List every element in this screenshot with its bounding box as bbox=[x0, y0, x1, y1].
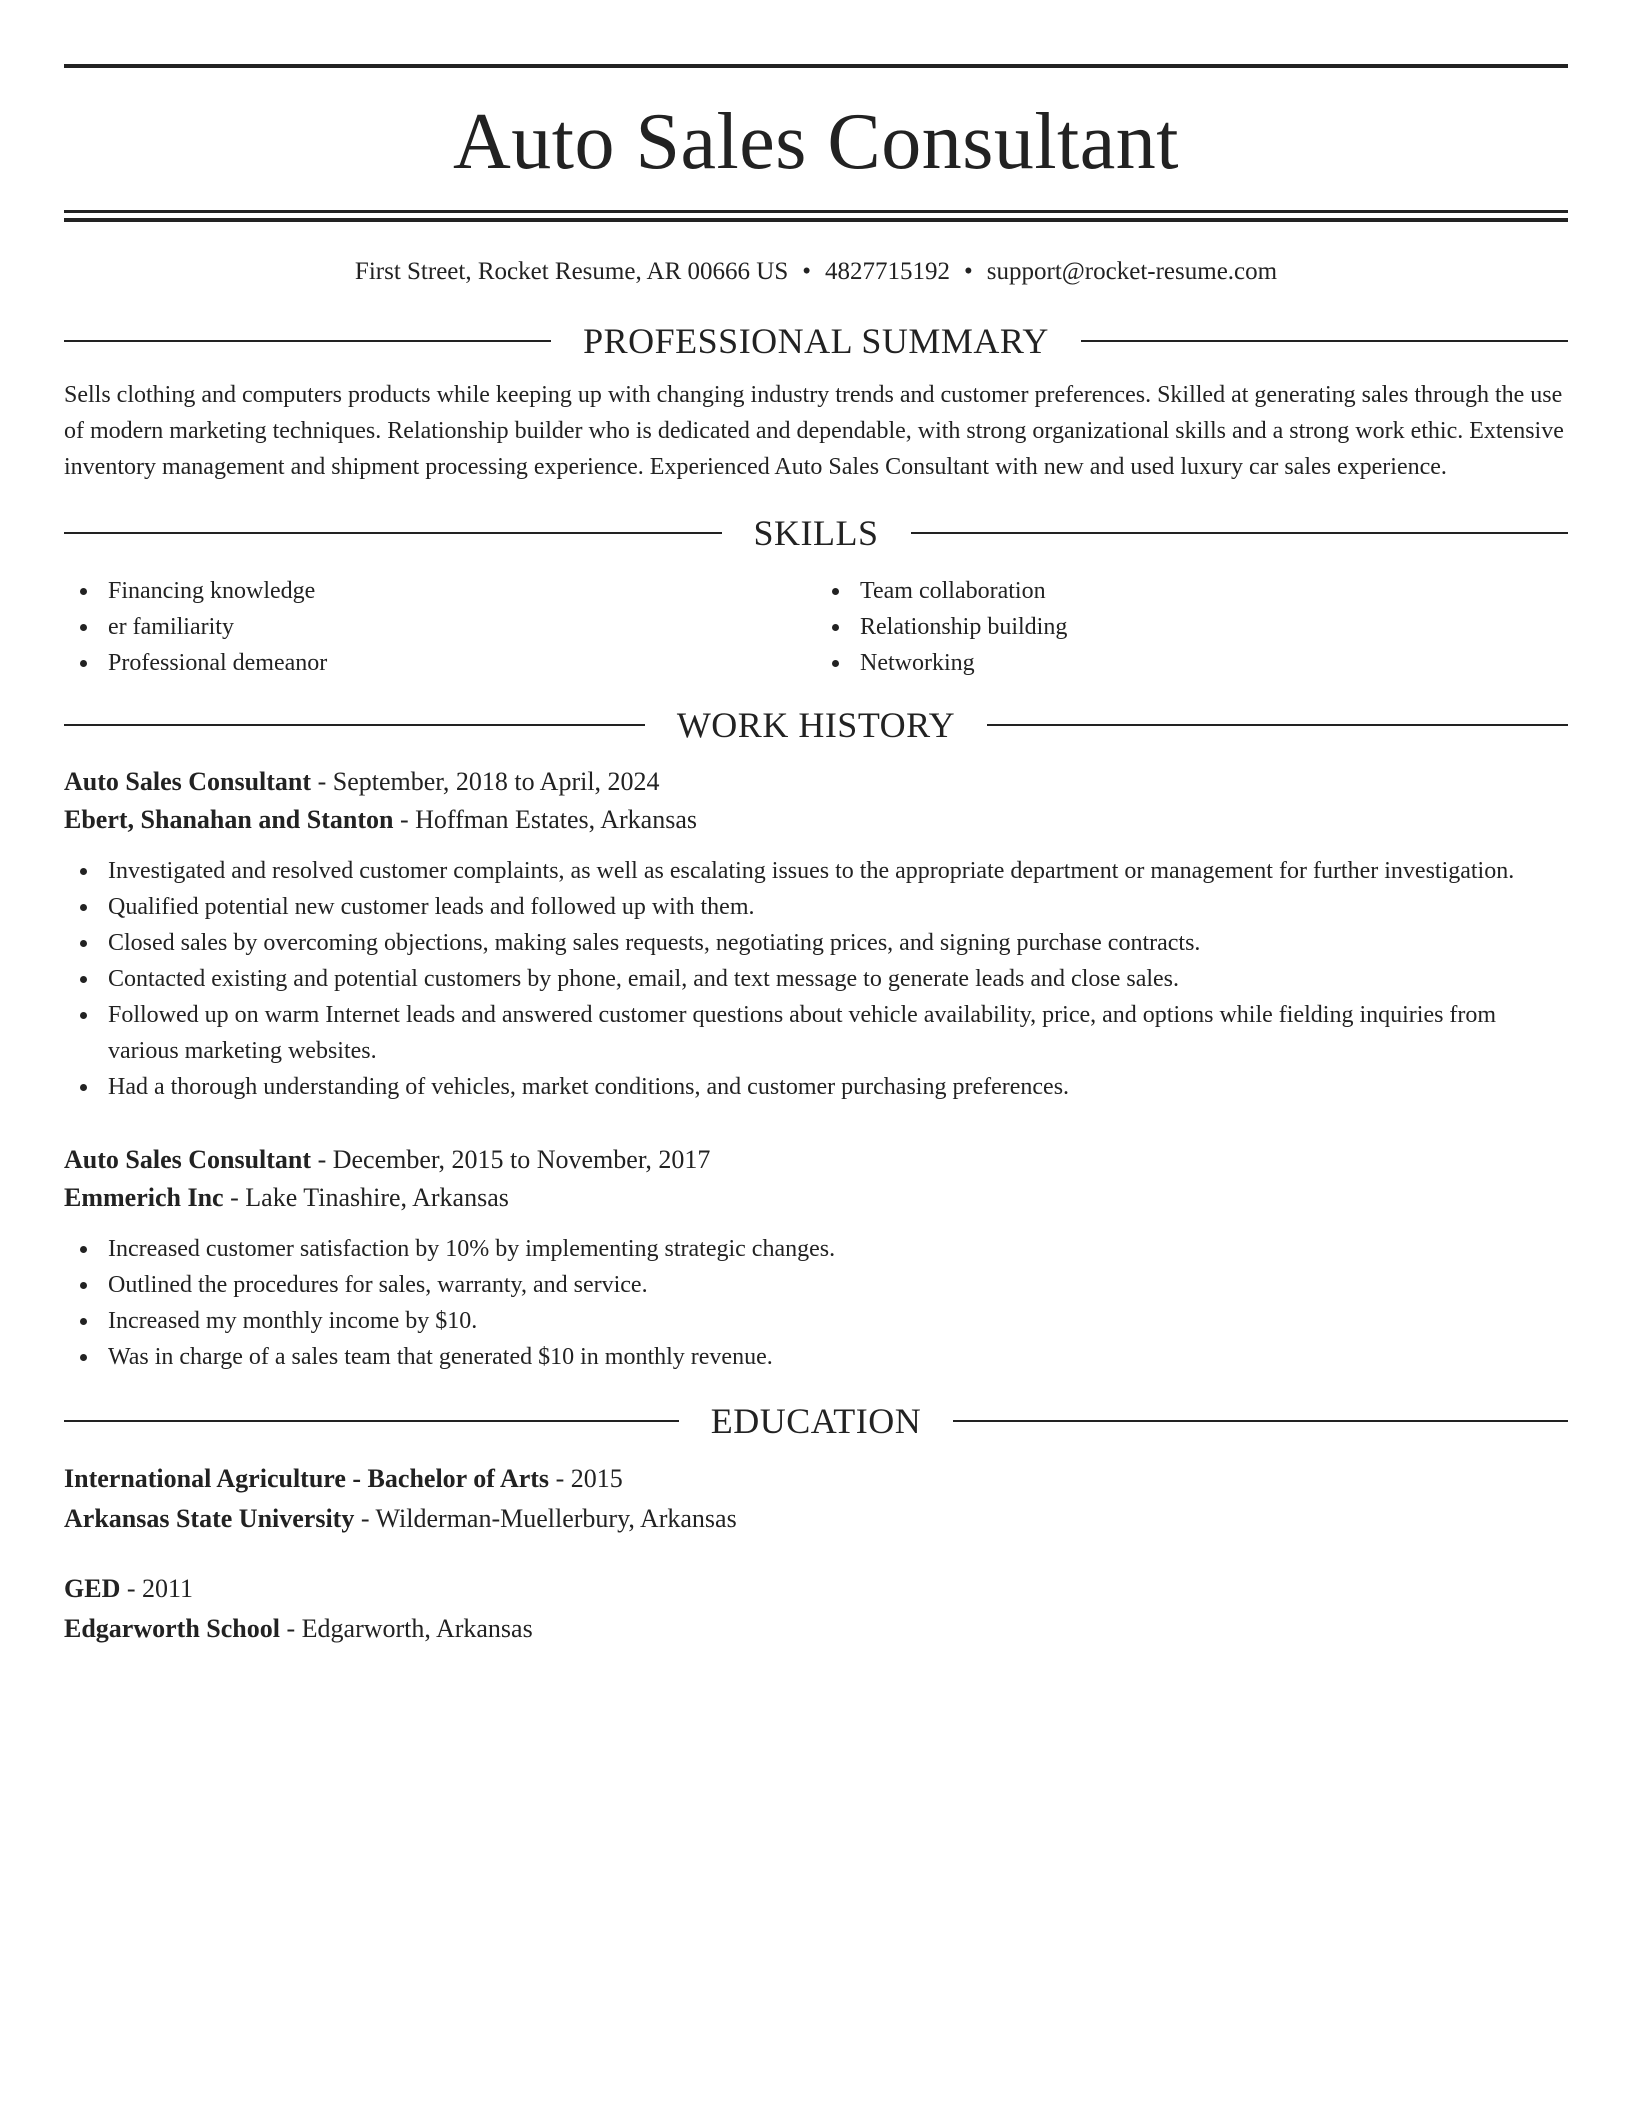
education-degree: International Agriculture - Bachelor of Arts bbox=[64, 1464, 550, 1493]
job-title-line: Auto Sales Consultant - December, 2015 to November, 2017 bbox=[64, 1145, 711, 1174]
education-location: Edgarworth, Arkansas bbox=[301, 1614, 533, 1643]
job-bullets bbox=[64, 1231, 1568, 1375]
education-school-line: Edgarworth School - Edgarworth, Arkansas bbox=[64, 1614, 533, 1643]
education-degree: GED bbox=[64, 1574, 121, 1603]
job-title: Auto Sales Consultant bbox=[64, 1145, 312, 1174]
section-heading-education bbox=[64, 1401, 1568, 1441]
list-item: Contacted existing and potential customers by phone, email, and text message to generate leads and close sales. bbox=[64, 961, 1568, 997]
education-year: 2011 bbox=[142, 1574, 194, 1603]
section-title: PROFESSIONAL SUMMARY bbox=[583, 321, 1049, 361]
contact-separator: • bbox=[964, 258, 973, 285]
skill-item: Networking bbox=[816, 645, 1568, 681]
job-entry bbox=[64, 1141, 1568, 1375]
job-company-line: Emmerich Inc - Lake Tinashire, Arkansas bbox=[64, 1183, 509, 1212]
job-dates: September, 2018 to April, 2024 bbox=[332, 767, 660, 796]
skill-item: Financing knowledge bbox=[64, 573, 816, 609]
contact-line bbox=[64, 257, 1568, 287]
job-company: Ebert, Shanahan and Stanton bbox=[64, 805, 394, 834]
skill-item: Team collaboration bbox=[816, 573, 1568, 609]
skills-list bbox=[64, 573, 1568, 681]
section-heading-work bbox=[64, 705, 1568, 745]
title-double-rule bbox=[64, 210, 1568, 222]
education-location: Wilderman-Muellerbury, Arkansas bbox=[375, 1504, 737, 1533]
list-item: Followed up on warm Internet leads and answered customer questions about vehicle availability, price, and options while fielding inquiries from various marketing websites. bbox=[64, 997, 1568, 1069]
education-entry bbox=[64, 1569, 1568, 1649]
contact-separator: • bbox=[802, 258, 812, 285]
education-degree-line: International Agriculture - Bachelor of Arts - 2015 bbox=[64, 1464, 623, 1493]
section-heading-skills bbox=[64, 513, 1568, 553]
skills-column-left bbox=[64, 573, 816, 681]
education-degree-line: GED - 2011 bbox=[64, 1574, 194, 1603]
section-heading-summary bbox=[64, 321, 1568, 361]
list-item: Was in charge of a sales team that generated $10 in monthly revenue. bbox=[64, 1339, 1568, 1375]
education-year: 2015 bbox=[570, 1464, 623, 1493]
list-item: Investigated and resolved customer complaints, as well as escalating issues to the appropriate department or management for further investigation. bbox=[64, 853, 1568, 889]
job-location: Hoffman Estates, Arkansas bbox=[415, 805, 697, 834]
job-dates: December, 2015 to November, 2017 bbox=[332, 1145, 711, 1174]
skills-column-right bbox=[816, 573, 1568, 681]
job-title: Auto Sales Consultant bbox=[64, 767, 312, 796]
list-item: Increased my monthly income by $10. bbox=[64, 1303, 1568, 1339]
education-school: Edgarworth School bbox=[64, 1614, 280, 1643]
skill-item: er familiarity bbox=[64, 609, 816, 645]
summary-text: Sells clothing and computers products while keeping up with changing industry trends and customer preferences. Skilled at generating sales through the use of modern marketing techniques. Relationship builder who is dedicated and dependable, with strong organizational skills and a strong work ethic. Extensive inventory management and shipment processing experience. Experienced Auto Sales Consultant with new and used luxury car sales experience. bbox=[64, 382, 1564, 480]
contact-address: First Street, Rocket Resume, AR 00666 US bbox=[354, 258, 789, 285]
section-title: EDUCATION bbox=[710, 1401, 922, 1441]
skill-item: Relationship building bbox=[816, 609, 1568, 645]
resume-title: Auto Sales Consultant bbox=[452, 98, 1180, 186]
contact-email: support@rocket-resume.com bbox=[986, 258, 1278, 285]
job-company: Emmerich Inc bbox=[64, 1183, 224, 1212]
list-item: Qualified potential new customer leads and followed up with them. bbox=[64, 889, 1568, 925]
list-item: Closed sales by overcoming objections, making sales requests, negotiating prices, and signing purchase contracts. bbox=[64, 925, 1568, 961]
job-bullets bbox=[64, 853, 1568, 1105]
list-item: Increased customer satisfaction by 10% by implementing strategic changes. bbox=[64, 1231, 1568, 1267]
job-title-line: Auto Sales Consultant - September, 2018 to April, 2024 bbox=[64, 767, 660, 796]
resume-page bbox=[64, 64, 1568, 1649]
job-location: Lake Tinashire, Arkansas bbox=[245, 1183, 509, 1212]
education-entry bbox=[64, 1459, 1568, 1539]
top-rule bbox=[64, 64, 1568, 68]
education-school-line: Arkansas State University - Wilderman-Muellerbury, Arkansas bbox=[64, 1504, 737, 1533]
section-title: SKILLS bbox=[753, 513, 879, 553]
list-item: Had a thorough understanding of vehicles, market conditions, and customer purchasing preferences. bbox=[64, 1069, 1568, 1105]
list-item: Outlined the procedures for sales, warranty, and service. bbox=[64, 1267, 1568, 1303]
skill-item: Professional demeanor bbox=[64, 645, 816, 681]
contact-phone: 4827715192 bbox=[825, 258, 951, 285]
education-school: Arkansas State University bbox=[64, 1504, 355, 1533]
job-company-line: Ebert, Shanahan and Stanton - Hoffman Estates, Arkansas bbox=[64, 805, 697, 834]
section-title: WORK HISTORY bbox=[676, 705, 956, 745]
job-entry bbox=[64, 763, 1568, 1105]
